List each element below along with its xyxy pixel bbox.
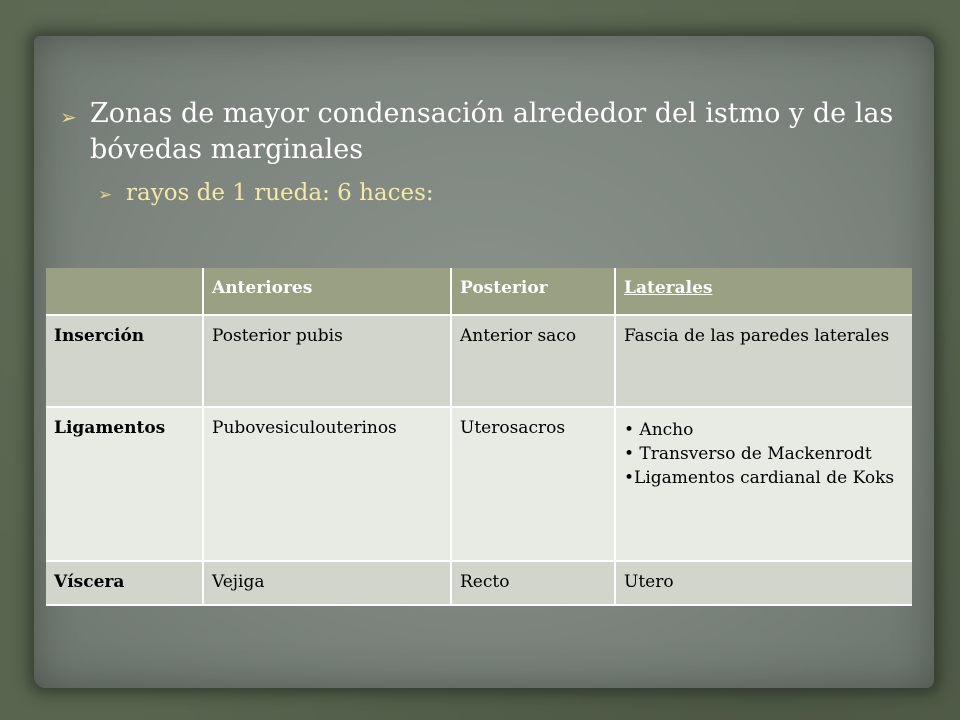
arrow-bullet-icon: ➢	[98, 185, 113, 205]
row-label: Inserción	[46, 315, 203, 407]
table-cell-list	[615, 407, 912, 561]
header-cell-laterales: Laterales	[615, 268, 912, 315]
table-row	[46, 407, 912, 561]
table-cell: Recto	[451, 561, 615, 605]
bullet-level2	[98, 178, 920, 208]
list-item: • Transverso de Mackenrodt	[624, 444, 872, 464]
header-cell-empty	[46, 268, 203, 315]
bullet-level1	[60, 96, 920, 168]
ligaments-table	[46, 268, 912, 606]
table-cell: Vejiga	[203, 561, 451, 605]
table-cell: Posterior pubis	[203, 315, 451, 407]
table-row	[46, 561, 912, 605]
table-cell: Uterosacros	[451, 407, 615, 561]
table-cell: Anterior saco	[451, 315, 615, 407]
table-cell: Utero	[615, 561, 912, 605]
table-cell: Pubovesiculouterinos	[203, 407, 451, 561]
bullet-list	[60, 96, 920, 208]
list-item: •Ligamentos cardianal de Koks	[624, 468, 895, 488]
table-row	[46, 315, 912, 407]
list-item: • Ancho	[624, 420, 694, 440]
table-header-row	[46, 268, 912, 315]
row-label: Ligamentos	[46, 407, 203, 561]
row-label: Víscera	[46, 561, 203, 605]
header-cell-posterior: Posterior	[451, 268, 615, 315]
header-cell-anteriores: Anteriores	[203, 268, 451, 315]
bullet-level2-text: rayos de 1 rueda: 6 haces:	[126, 180, 434, 206]
arrow-bullet-icon: ➢	[60, 105, 77, 129]
table-cell: Fascia de las paredes laterales	[615, 315, 912, 407]
bullet-level1-text: Zonas de mayor condensación alrededor del istmo y de las bóvedas marginales	[90, 98, 894, 165]
